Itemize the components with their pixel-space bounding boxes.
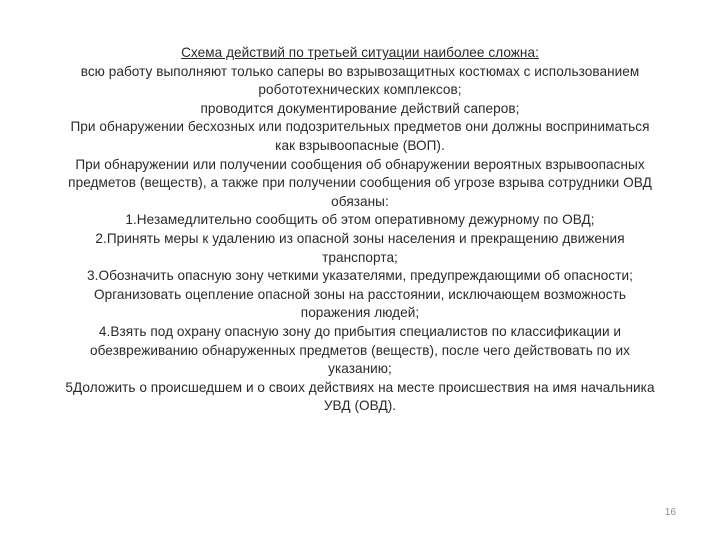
text-line: обязаны:: [331, 193, 389, 209]
text-line: 5Доложить о происшедшем и о своих действиях на месте происшествия на имя начальника: [65, 379, 655, 395]
text-line: При обнаружении бесхозных или подозрительных предметов они должны восприниматься: [70, 119, 650, 135]
text-line: При обнаружении или получении сообщения об обнаружении вероятных взрывоопасных: [75, 156, 645, 172]
text-line: как взрывоопасные (ВОП).: [275, 137, 445, 153]
text-line: транспорта;: [322, 249, 398, 265]
text-line: проводится документирование действий саперов;: [200, 100, 520, 116]
text-line: 1.Незамедлительно сообщить об этом оперативному дежурному по ОВД;: [125, 212, 595, 228]
text-line: всю работу выполняют только саперы во взрывозащитных костюмах с использованием: [80, 63, 640, 79]
text-line: 4.Взять под охрану опасную зону до прибытия специалистов по классификации и: [98, 323, 622, 339]
slide-text-block: [40, 44, 680, 416]
text-line: указанию;: [328, 361, 392, 377]
text-line: робототехнических комплексов;: [258, 82, 462, 98]
text-line: 3.Обозначить опасную зону четкими указателями, предупреждающими об опасности;: [87, 268, 633, 284]
text-line: УВД (ОВД).: [323, 398, 397, 414]
text-line: Организовать оцепление опасной зоны на расстоянии, исключающем возможность: [93, 286, 627, 302]
text-line: обезвреживанию обнаруженных предметов (веществ), после чего действовать по их: [89, 342, 631, 358]
text-line: предметов (веществ), а также при получении сообщения об угрозе взрыва сотрудники ОВД: [68, 175, 652, 191]
text-line: 2.Принять меры к удалению из опасной зоны населения и прекращению движения: [95, 230, 625, 246]
text-line: поражения людей;: [300, 305, 420, 321]
page-number: 16: [664, 507, 676, 518]
slide-title: Схема действий по третьей ситуации наиболее сложна:: [181, 45, 539, 60]
